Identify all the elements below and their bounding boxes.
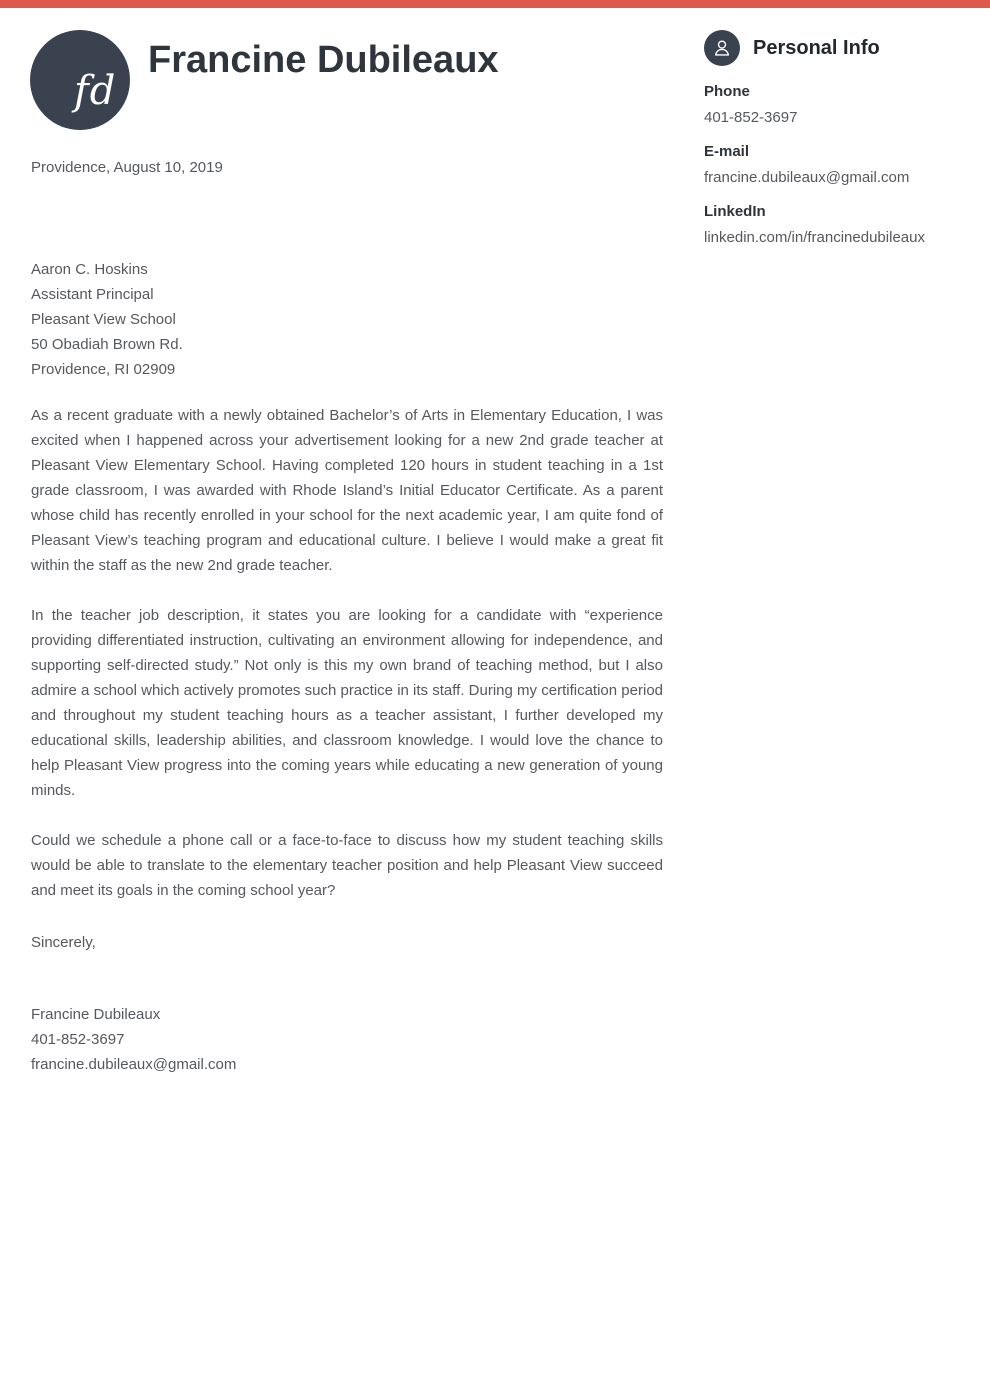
letter-paragraph-1: As a recent graduate with a newly obtained Bachelor’s of Arts in Elementary Education, I was excited when I happened across your advertisement looking for a new 2nd grade teacher at Pleasant View Elementary School. Having completed 120 hours in student teaching in a 1st grade classroom, I was awarded with Rhode Island’s Initial Educator Certificate. As a parent whose child has recently enrolled in your school for the next academic year, I am quite fond of Pleasant View’s teaching program and educational culture. I believe I would make a great fit within the staff as the new 2nd grade teacher. <box>31 407 663 574</box>
closing-salutation: Sincerely, <box>31 934 96 951</box>
linkedin-field <box>704 202 966 248</box>
phone-value: 401-852-3697 <box>704 109 798 126</box>
recipient-street: 50 Obadiah Brown Rd. <box>31 336 183 353</box>
letter-paragraph-2: In the teacher job description, it states you are looking for a candidate with “experience providing differentiated instruction, cultivating an environment allowing for independence, and supporting self-directed study.” Not only is this my own brand of teaching method, but I also admire a school which actively promotes such practice in its staff. During my certification period and throughout my student teaching hours as a teacher assistant, I further developed my educational skills, leadership abilities, and classroom knowledge. I would love the chance to help Pleasant View progress into the coming years while educating a new generation of young minds. <box>31 607 663 799</box>
email-field <box>704 142 966 188</box>
personal-info-panel <box>704 30 966 262</box>
recipient-city: Providence, RI 02909 <box>31 361 176 378</box>
recipient-organization: Pleasant View School <box>31 311 176 328</box>
recipient-block <box>31 257 663 382</box>
phone-label: Phone <box>704 83 750 100</box>
personal-info-fields <box>704 82 966 248</box>
signature-name: Francine Dubileaux <box>31 1006 161 1023</box>
signature-phone: 401-852-3697 <box>31 1031 125 1048</box>
recipient-name: Aaron C. Hoskins <box>31 261 148 278</box>
phone-field <box>704 82 966 128</box>
personal-info-title: Personal Info <box>753 36 880 59</box>
avatar <box>30 30 130 130</box>
letter-paragraph-3: Could we schedule a phone call or a face-to-face to discuss how my student teaching skills would be able to translate to the elementary teacher position and help Pleasant View succeed and meet its goals in the coming school year? <box>31 832 663 899</box>
signature-block <box>31 1002 663 1077</box>
avatar-monogram: fd <box>74 68 117 114</box>
letter-body <box>31 155 663 1077</box>
dateline: Providence, August 10, 2019 <box>31 159 223 176</box>
linkedin-label: LinkedIn <box>704 203 766 220</box>
accent-top-bar <box>0 0 990 8</box>
signature-email: francine.dubileaux@gmail.com <box>31 1056 237 1073</box>
person-icon <box>704 30 740 66</box>
page-title: Francine Dubileaux <box>148 39 499 81</box>
email-value: francine.dubileaux@gmail.com <box>704 169 910 186</box>
recipient-title: Assistant Principal <box>31 286 154 303</box>
email-label: E-mail <box>704 143 750 160</box>
personal-info-header <box>704 30 966 66</box>
linkedin-value: linkedin.com/in/francinedubileaux <box>704 229 925 246</box>
